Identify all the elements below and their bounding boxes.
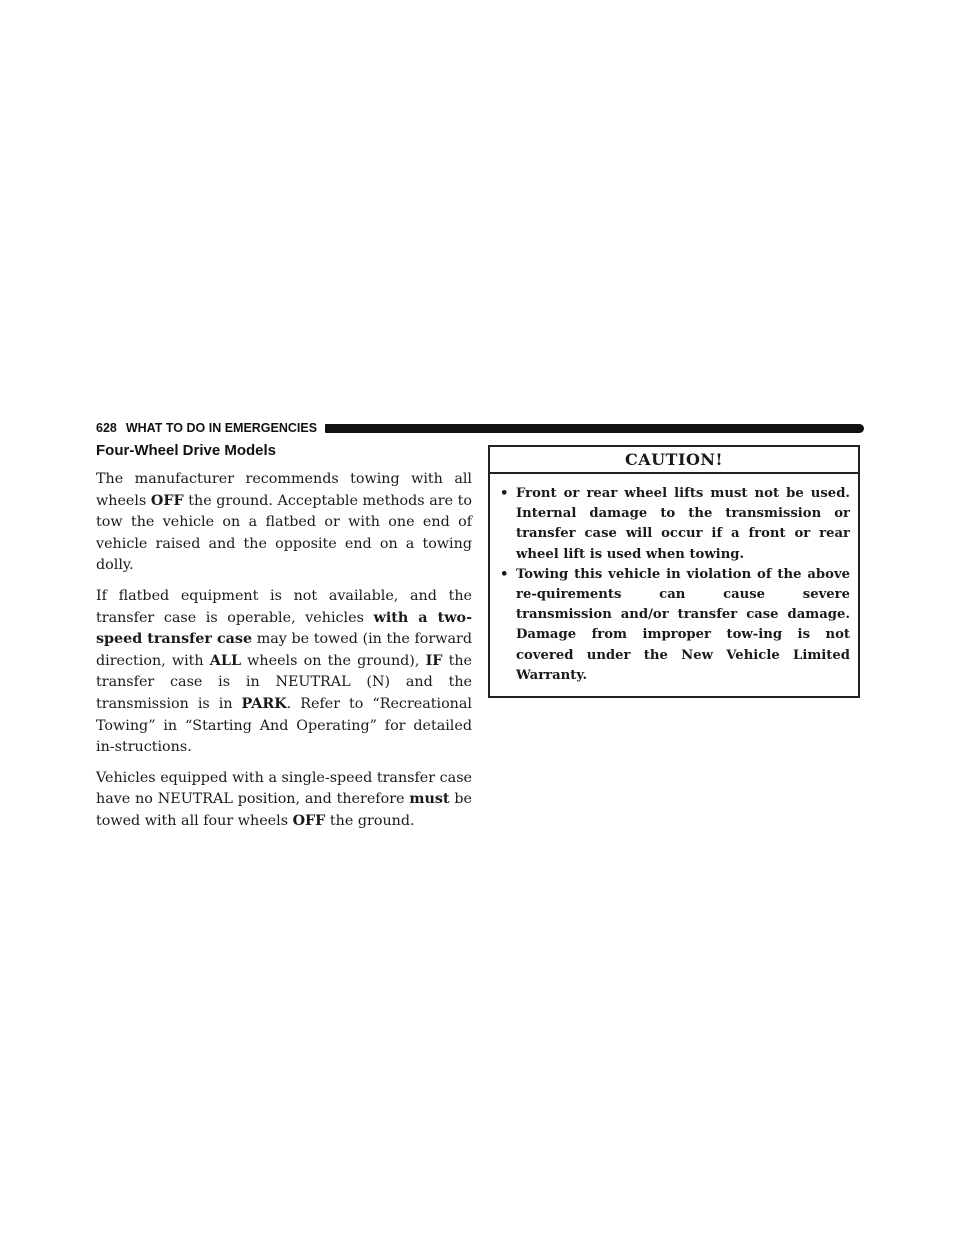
section-name: WHAT TO DO IN EMERGENCIES (125, 421, 318, 435)
caution-item-warranty: • Towing this vehicle in violation of the above re-quirements can cause severe transmission and/or transfer case damage. Damage from improper tow-ing is not covered under the New Vehicle Limited Warranty. (500, 566, 850, 683)
bullet-icon: • (500, 486, 509, 501)
paragraph-flatbed-alternative: If flatbed equipment is not available, and the transfer case is operable, vehicles with a two-speed transfer case may be towed (in the forward direction, with ALL wheels on the ground), IF the transfer case is in NEUTRAL (N) and the transmission is in PARK. Refer to “Recreational Towing” in “Starting And Operating” for detailed in-structions. (96, 587, 473, 756)
caution-list (490, 474, 858, 696)
caution-heading: CAUTION! (490, 447, 858, 474)
page-number: 628 (96, 421, 117, 435)
caution-box (488, 445, 860, 698)
left-column (96, 442, 472, 842)
page-header (96, 418, 864, 438)
paragraph-single-speed: Vehicles equipped with a single-speed transfer case have no NEUTRAL position, and therefore must be towed with all four wheels OFF the ground. (96, 769, 472, 829)
bullet-icon: • (500, 566, 509, 582)
paragraph-towing-recommendation: The manufacturer recommends towing with all wheels OFF the ground. Acceptable methods are to tow the vehicle on a flatbed or with one end of vehicle raised and the opposite end on a towing dolly. (96, 471, 472, 574)
section-title: Four-Wheel Drive Models (96, 442, 277, 459)
header-rule (325, 424, 864, 433)
caution-item-wheel-lifts: • Front or rear wheel lifts must not be used. Internal damage to the transmission or transfer case will occur if a front or rear wheel lift is used when towing. (500, 486, 850, 562)
